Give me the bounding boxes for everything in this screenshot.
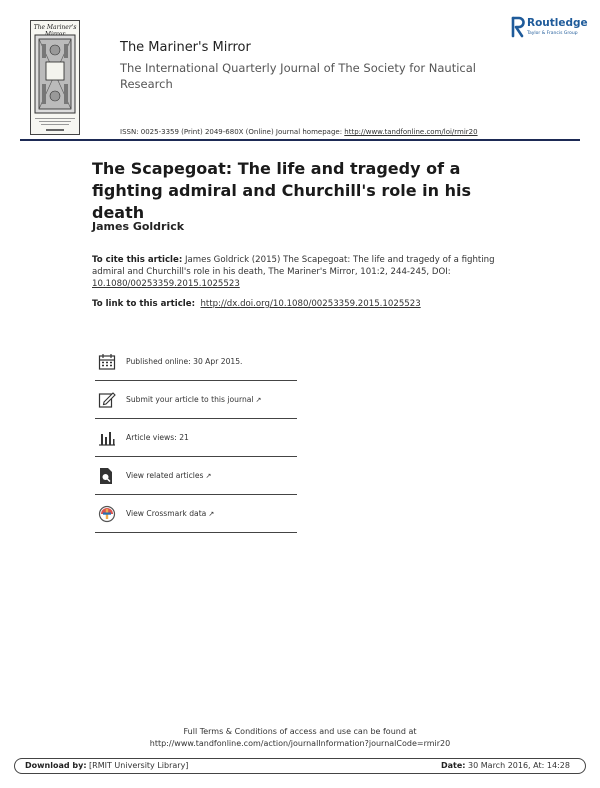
cover-title: The Mariner's	[33, 24, 77, 31]
published-online-item	[95, 343, 297, 381]
submit-article-item[interactable]	[95, 381, 297, 419]
downloaded-by-value: [RMIT University Library]	[86, 761, 189, 770]
citation-doi-link[interactable]: 10.1080/00253359.2015.1025523	[92, 279, 240, 289]
submit-article-label: Submit your article to this journal	[126, 395, 254, 404]
issn-line	[120, 128, 478, 136]
terms-notice	[0, 726, 600, 750]
publisher-tagline: Taylor & Francis Group	[527, 31, 578, 36]
article-views-item	[95, 419, 297, 457]
related-articles-label: View related articles	[126, 471, 204, 480]
terms-line-1: Full Terms & Conditions of access and use can be found at	[183, 727, 417, 736]
download-date-label: Date:	[441, 761, 466, 770]
publisher-name: Routledge	[527, 17, 588, 29]
article-doi-url[interactable]: http://dx.doi.org/10.1080/00253359.2015.1025523	[200, 299, 421, 309]
journal-homepage-link[interactable]: http://www.tandfonline.com/loi/rmir20	[344, 128, 478, 136]
article-title: The Scapegoat: The life and tragedy of a fighting admiral and Churchill's role in his death	[92, 159, 471, 222]
related-articles-item[interactable]	[95, 457, 297, 495]
citation-text: James Goldrick (2015) The Scapegoat: The life and tragedy of a fighting admiral and Churchill's role in his death, The Mariner's Mirror, 101:2, 244-245, DOI:	[92, 255, 495, 277]
downloaded-by	[25, 761, 188, 770]
external-link-icon: ↗	[208, 509, 215, 518]
crossmark-item[interactable]	[95, 495, 297, 533]
crossmark-label: View Crossmark data	[126, 509, 207, 518]
published-online-label: Published online: 30 Apr 2015.	[126, 357, 243, 366]
article-views-label: Article views: 21	[126, 433, 189, 442]
calendar-icon	[95, 353, 126, 371]
downloaded-by-label: Download by:	[25, 761, 87, 770]
download-info-bar	[14, 758, 586, 774]
bar-chart-icon	[95, 430, 126, 446]
issn-text: ISSN: 0025-3359 (Print) 2049-680X (Online) Journal homepage:	[120, 128, 345, 136]
routledge-logo[interactable]	[511, 16, 588, 42]
citation-label: To cite this article:	[92, 255, 183, 265]
external-link-icon: ↗	[255, 395, 262, 404]
link-label: To link to this article:	[92, 299, 196, 309]
cover-illustration	[34, 34, 76, 114]
article-author: James Goldrick	[92, 220, 185, 233]
citation-block	[92, 254, 502, 290]
crossmark-icon	[95, 505, 126, 523]
related-articles-icon	[95, 467, 126, 485]
download-date-value: 30 March 2016, At: 14:28	[465, 761, 570, 770]
edit-icon	[95, 391, 126, 409]
external-link-icon: ↗	[205, 471, 212, 480]
journal-subtitle: The International Quarterly Journal of The Society for Nautical Research	[120, 61, 476, 91]
journal-title: The Mariner's Mirror	[120, 40, 251, 55]
article-link-block	[92, 299, 532, 309]
routledge-r-icon	[511, 16, 525, 38]
terms-url[interactable]: http://www.tandfonline.com/action/journalInformation?journalCode=rmir20	[149, 739, 451, 748]
download-date	[441, 761, 570, 770]
article-info-list	[95, 343, 297, 533]
journal-cover-image	[30, 20, 80, 135]
header-divider	[20, 139, 580, 141]
